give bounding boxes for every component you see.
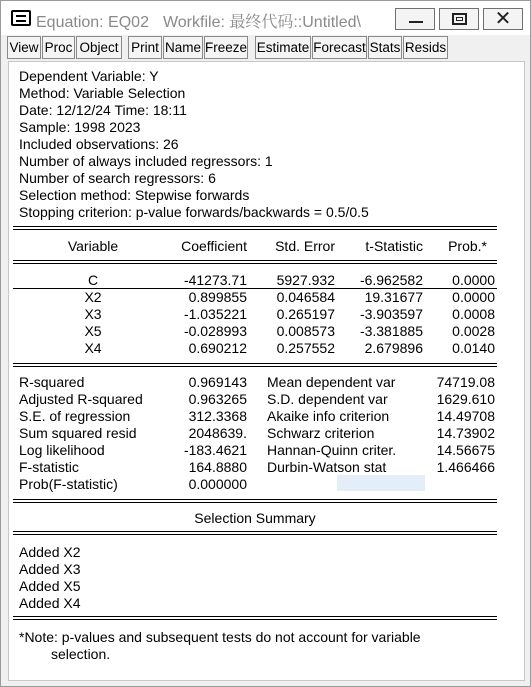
freeze-button[interactable]: Freeze (204, 36, 248, 59)
header-line: Dependent Variable: Y (19, 68, 159, 84)
t-statistic-value: -6.962582 (359, 272, 423, 288)
variable-name: X4 (84, 340, 102, 356)
stat-value: 164.8880 (188, 459, 247, 475)
stat-value: -183.4621 (183, 442, 247, 458)
header-line: Method: Variable Selection (19, 85, 186, 101)
header-line: Stopping criterion: p-value forwards/backwards = 0.5/0.5 (19, 204, 369, 220)
divider (13, 363, 497, 364)
footnote-line: selection. (51, 646, 111, 662)
prob-value: 0.0000 (452, 272, 495, 288)
prob-value: 0.0000 (452, 289, 495, 305)
window-title-object: Equation: EQ02 (36, 14, 149, 31)
close-icon: ✕ (494, 8, 512, 30)
stat-label: Mean dependent var (267, 374, 396, 390)
resids-button[interactable]: Resids (403, 36, 448, 59)
minimize-icon (409, 21, 423, 23)
divider (13, 229, 497, 230)
stat-value: 0.969143 (188, 374, 247, 390)
title-bar[interactable] (1, 1, 530, 35)
prob-value: 0.0028 (452, 323, 495, 339)
variable-name: X2 (84, 289, 102, 305)
divider (13, 616, 497, 617)
stat-value: 0.000000 (188, 476, 247, 492)
variable-name: C (87, 272, 99, 288)
minimize-button[interactable] (395, 8, 435, 30)
col-header-std-error: Std. Error (275, 238, 335, 254)
stat-label: Hannan-Quinn criter. (267, 442, 397, 458)
stat-label: F-statistic (19, 459, 79, 475)
divider (13, 502, 497, 503)
window-title-workfile: Workfile: 最终代码::Untitled\ (162, 14, 361, 31)
variable-name: X5 (84, 323, 102, 339)
divider (13, 534, 497, 535)
divider (13, 263, 497, 264)
window-title (36, 9, 361, 32)
stat-value: 14.56675 (436, 442, 495, 458)
stat-label: Durbin-Watson stat (267, 459, 387, 475)
divider (13, 499, 497, 500)
std-error-value: 5927.932 (276, 272, 335, 288)
col-header-variable: Variable (67, 238, 119, 254)
list-item: Added X5 (19, 578, 81, 594)
stat-label: R-squared (19, 374, 85, 390)
close-button[interactable] (483, 8, 523, 30)
coefficient-value: 0.899855 (188, 289, 247, 305)
col-header-t-statistic: t-Statistic (365, 238, 423, 254)
footnote-line: *Note: p-values and subsequent tests do not account for variable (19, 629, 421, 645)
header-line: Number of search regressors: 6 (19, 170, 216, 186)
forecast-button[interactable]: Forecast (312, 36, 367, 59)
std-error-value: 0.046584 (276, 289, 335, 305)
stat-value: 0.963265 (188, 391, 247, 407)
prob-value: 0.0140 (452, 340, 495, 356)
stat-label: Adjusted R-squared (19, 391, 143, 407)
equation-icon (11, 10, 31, 26)
header-line: Included observations: 26 (19, 136, 179, 152)
header-line: Number of always included regressors: 1 (19, 153, 273, 169)
stat-value: 312.3368 (188, 408, 247, 424)
stat-label: Log likelihood (19, 442, 105, 458)
header-line: Selection method: Stepwise forwards (19, 187, 250, 203)
list-item: Added X2 (19, 544, 81, 560)
estimation-output[interactable] (8, 61, 525, 681)
stat-label: S.D. dependent var (267, 391, 388, 407)
coefficient-value: -41273.71 (183, 272, 247, 288)
stat-value: 74719.08 (436, 374, 495, 390)
maximize-button[interactable] (439, 8, 479, 30)
stat-value: 14.73902 (436, 425, 495, 441)
stat-value: 2048639. (188, 425, 247, 441)
std-error-value: 0.265197 (276, 306, 335, 322)
coefficient-value: -0.028993 (183, 323, 247, 339)
divider (13, 366, 497, 367)
divider (13, 260, 497, 261)
std-error-value: 0.008573 (276, 323, 335, 339)
list-item: Added X4 (19, 595, 81, 611)
stat-value: 1629.610 (436, 391, 495, 407)
t-statistic-value: -3.381885 (359, 323, 423, 339)
list-item: Added X3 (19, 561, 81, 577)
col-header-coefficient: Coefficient (181, 238, 247, 254)
view-button[interactable]: View (7, 36, 41, 59)
coefficient-value: 0.690212 (188, 340, 247, 356)
divider (13, 226, 497, 227)
name-button[interactable]: Name (163, 36, 203, 59)
estimate-button[interactable]: Estimate (255, 36, 311, 59)
stat-value: 1.466466 (436, 459, 495, 475)
restore-icon (452, 13, 467, 25)
selected-cell[interactable] (337, 475, 425, 491)
variable-name: X3 (84, 306, 102, 322)
stat-label: S.E. of regression (19, 408, 131, 424)
stat-label: Sum squared resid (19, 425, 137, 441)
divider (13, 531, 497, 532)
stat-label: Prob(F-statistic) (19, 476, 118, 492)
stats-button[interactable]: Stats (368, 36, 402, 59)
prob-value: 0.0008 (452, 306, 495, 322)
t-statistic-value: -3.903597 (359, 306, 423, 322)
header-line: Date: 12/12/24 Time: 18:11 (19, 102, 187, 118)
stat-label: Schwarz criterion (267, 425, 375, 441)
selection-summary-title: Selection Summary (194, 510, 316, 526)
t-statistic-value: 19.31677 (364, 289, 423, 305)
stat-value: 14.49708 (436, 408, 495, 424)
print-button[interactable]: Print (128, 36, 162, 59)
coefficient-value: -1.035221 (183, 306, 247, 322)
divider (13, 619, 497, 620)
proc-button[interactable]: Proc (42, 36, 75, 59)
header-line: Sample: 1998 2023 (19, 119, 141, 135)
col-header-prob: Prob.* (448, 238, 487, 254)
t-statistic-value: 2.679896 (364, 340, 423, 356)
object-button[interactable]: Object (76, 36, 122, 59)
stat-label: Akaike info criterion (267, 408, 390, 424)
std-error-value: 0.257552 (276, 340, 335, 356)
